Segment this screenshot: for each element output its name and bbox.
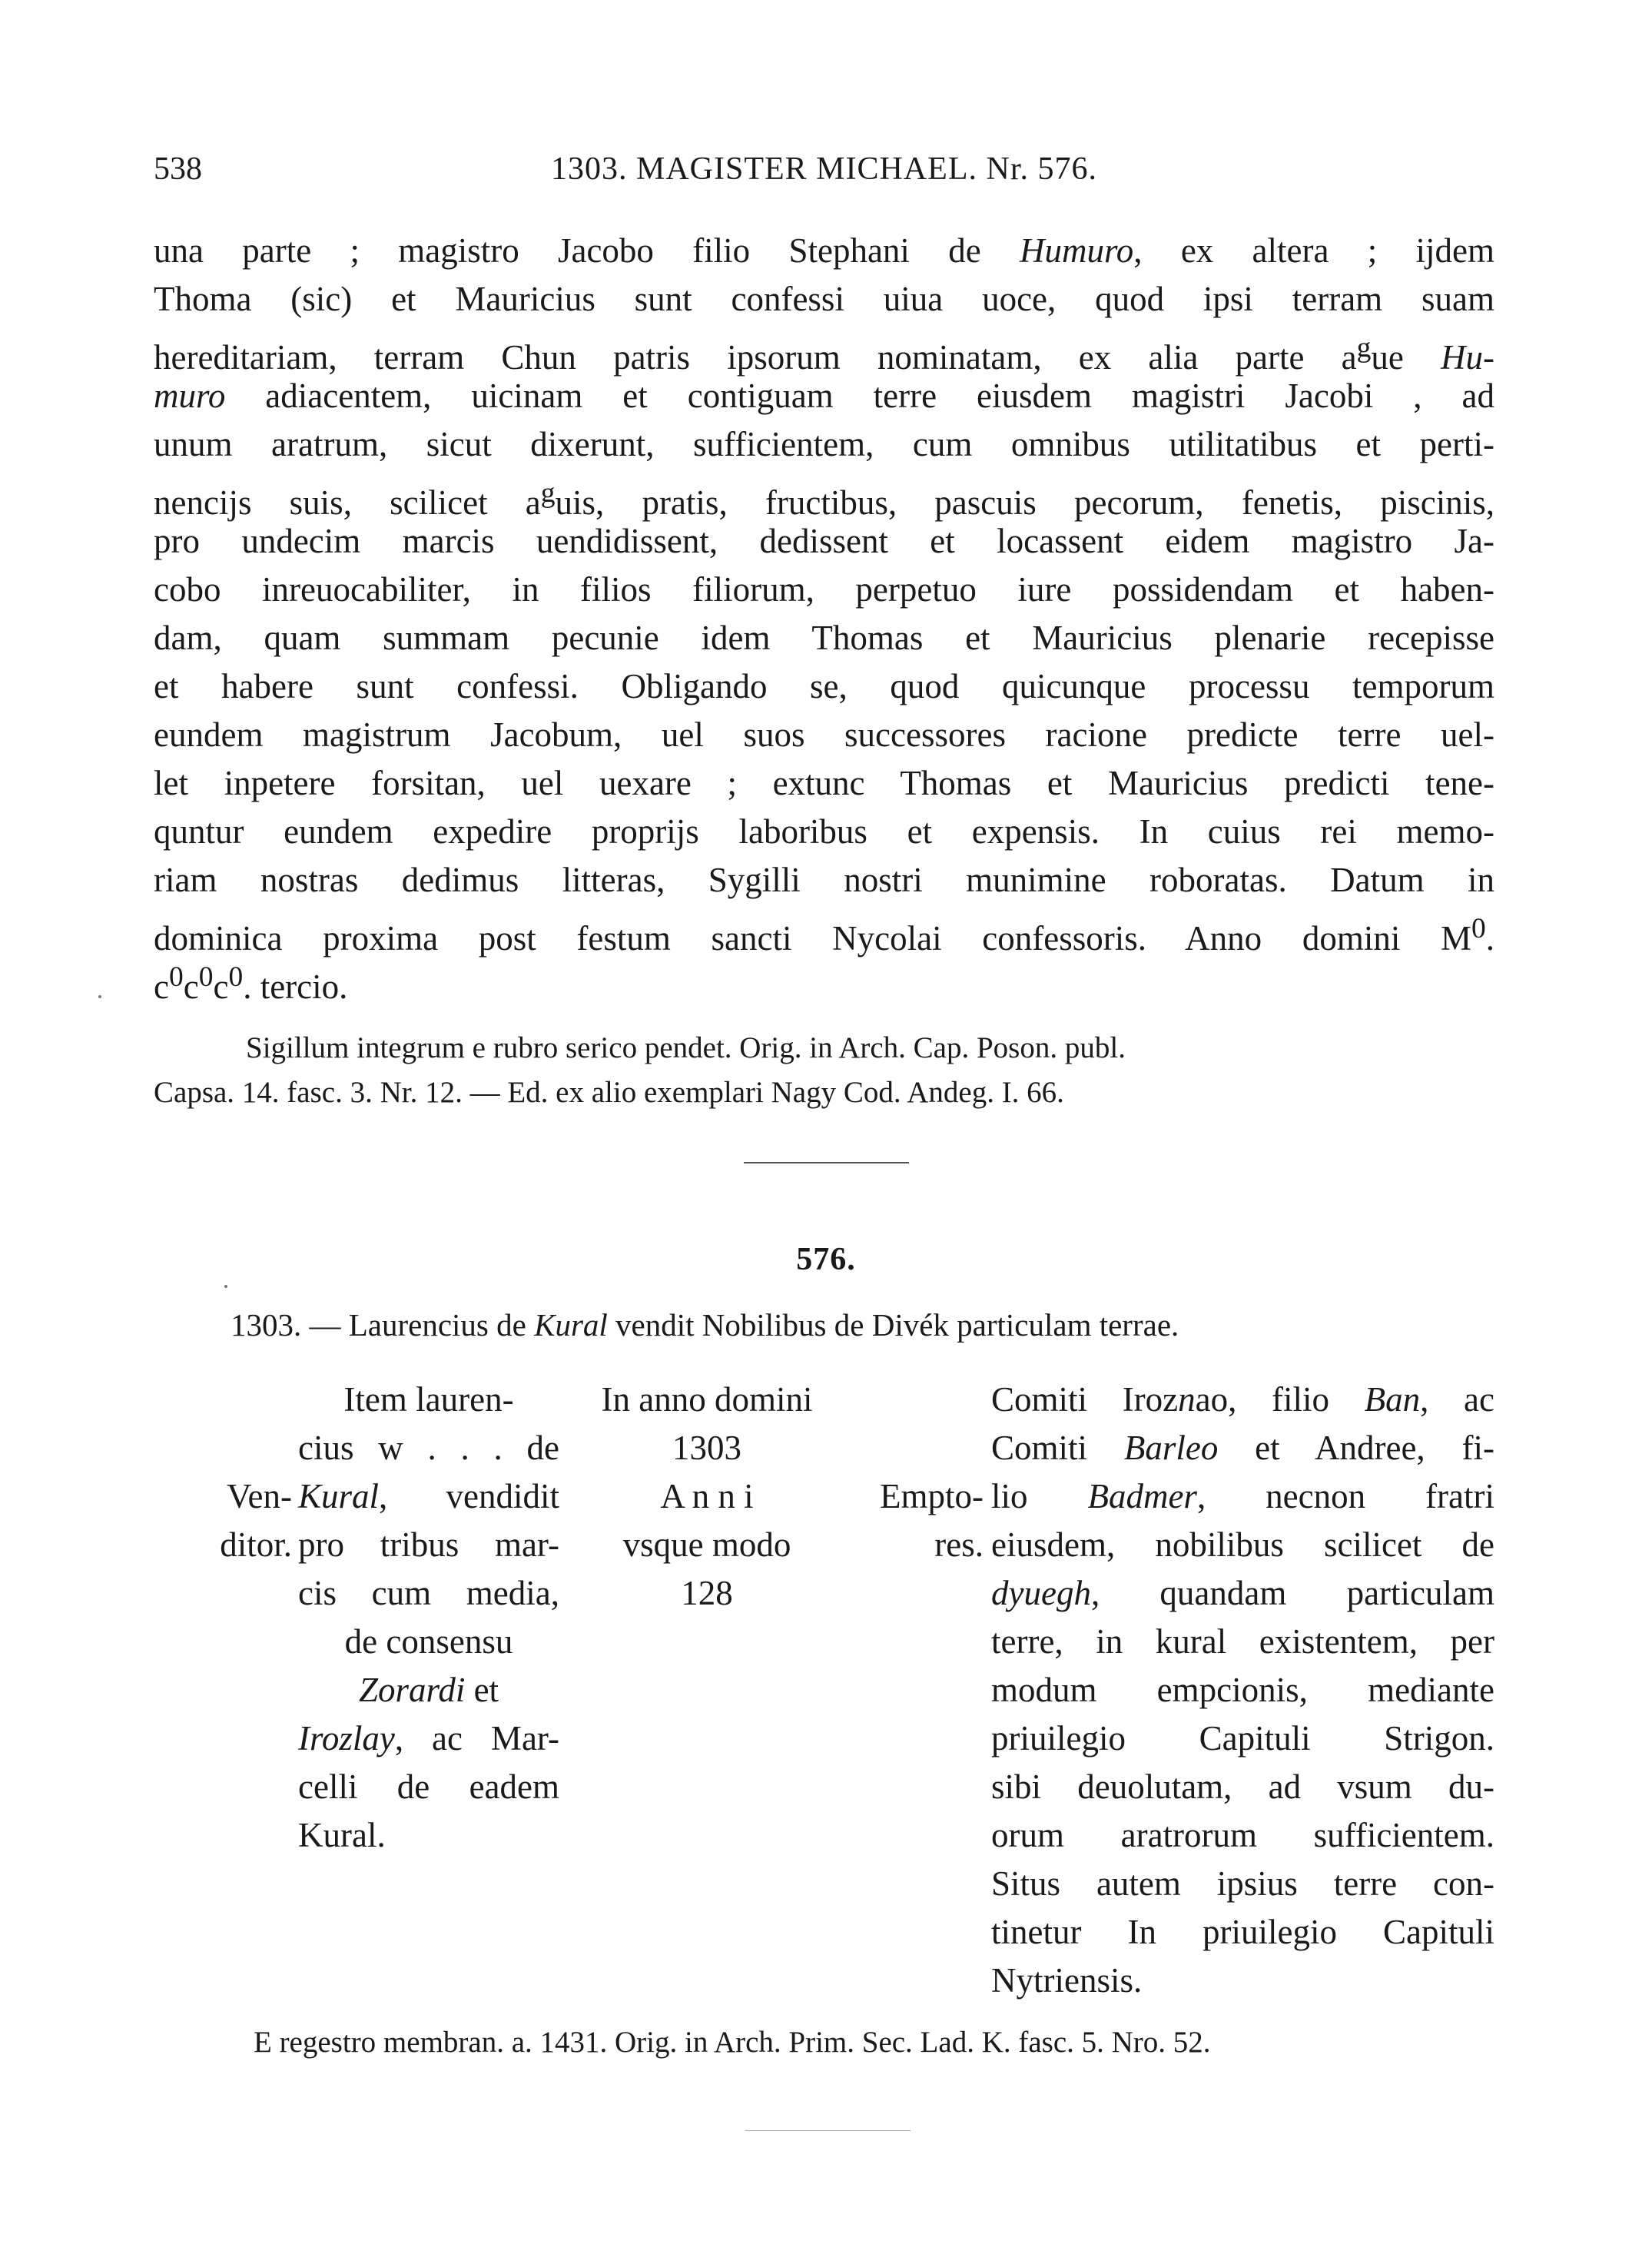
date-column: In anno domini 1303 A n n i vsque modo 128: [601, 1380, 813, 1612]
page-number: 538: [154, 151, 202, 187]
body-line: riam nostras dedimus litteras, Sygilli nostri munimine roboratas. Datum in: [154, 861, 1494, 899]
regest: 1303. — Laurencius de Kural vendit Nobilibus de Divék particulam terrae.: [231, 1307, 1179, 1343]
body-line: hereditariam, terram Chun patris ipsorum nominatam, ex alia parte $a^gue$ Hu-: [154, 332, 1494, 377]
body-line: Thoma (sic) et Mauricius sunt confessi uiua uoce, quod ipsi terram suam: [154, 280, 1494, 318]
body-line: muro adiacentem, uicinam et contiguam terre eiusdem magistri Jacobi , ad: [154, 377, 1494, 415]
body-line: eundem magistrum Jacobum, uel suos successores racione predicte terre uel-: [154, 715, 1494, 754]
seller-label: Ven- ditor.: [220, 1477, 292, 1564]
page-end-rule: [745, 2130, 911, 2131]
body-line: et habere sunt confessi. Obligando se, quod quicunque processu temporum: [154, 667, 1494, 705]
paper-speck: [98, 995, 101, 998]
section-divider: [744, 1162, 909, 1163]
charter-table: [154, 1376, 1494, 2013]
note-line: Capsa. 14. fasc. 3. Nr. 12. — Ed. ex alio exemplari Nagy Cod. Andeg. I. 66.: [154, 1076, 1064, 1109]
body-line: dam, quam summam pecunie idem Thomas et Mauricius plenarie recepisse: [154, 619, 1494, 657]
document-number: 576.: [796, 1242, 856, 1277]
apparatus-note: [154, 1026, 1494, 1115]
body-line: dominica proxima post festum sancti Nycolai confessoris. Anno domini $M^0$.: [154, 913, 1494, 958]
body-line: pro undecim marcis uendidissent, dedissent et locassent eidem magistro Ja-: [154, 522, 1494, 560]
note-line: Sigillum integrum e rubro serico pendet. Orig. in Arch. Cap. Poson. publ.: [246, 1031, 1126, 1064]
running-head: [154, 151, 1494, 197]
body-line: una parte ; magistro Jacobo filio Stephani de Humuro, ex altera ; ijdem: [154, 231, 1494, 270]
body-line: unum aratrum, sicut dixerunt, sufficientem, cum omnibus utilitatibus et perti-: [154, 425, 1494, 463]
body-line: nencijs suis, scilicet $a^guis$, pratis, fructibus, pascuis pecorum, fenetis, piscinis,: [154, 477, 1494, 522]
body-line: let inpetere forsitan, uel uexare ; extunc Thomas et Mauricius predicti tene-: [154, 764, 1494, 802]
body-text: [154, 227, 1494, 1006]
body-line: quntur eundem expedire proprijs laboribus et expensis. In cuius rei memo-: [154, 812, 1494, 851]
paper-speck: [224, 1285, 227, 1288]
seller-column: Item lauren- cius w . . . de Kural, vendidit pro tribus mar- cis cum media, de consensu Zorardi et Irozlay, ac Mar- celli de eadem Kural.: [298, 1380, 559, 1854]
body-line: $c^0c^0c^0$. tercio.: [154, 961, 348, 1006]
buyer-label: Empto- res.: [880, 1477, 984, 1564]
buyer-column: Comiti Iroznao, filio Ban, ac Comiti Barleo et Andree, fi- lio Badmer, necnon fratri eiusdem, nobilibus scilicet de dyuegh, quandam particulam terre, in kural existentem, per modum empcionis, mediante priuilegio Capituli Strigon. sibi deuolutam, ad vsum du- orum aratrorum sufficientem. Situs autem ipsius terre con- tinetur In priuilegio Capituli Nytriensis.: [991, 1380, 1495, 2000]
running-title: 1303. MAGISTER MICHAEL. Nr. 576.: [551, 151, 1097, 187]
body-line: cobo inreuocabiliter, in filios filiorum, perpetuo iure possidendam et haben-: [154, 570, 1494, 609]
source-citation: E regestro membran. a. 1431. Orig. in Arch. Prim. Sec. Lad. K. fasc. 5. Nro. 52.: [254, 2026, 1211, 2059]
